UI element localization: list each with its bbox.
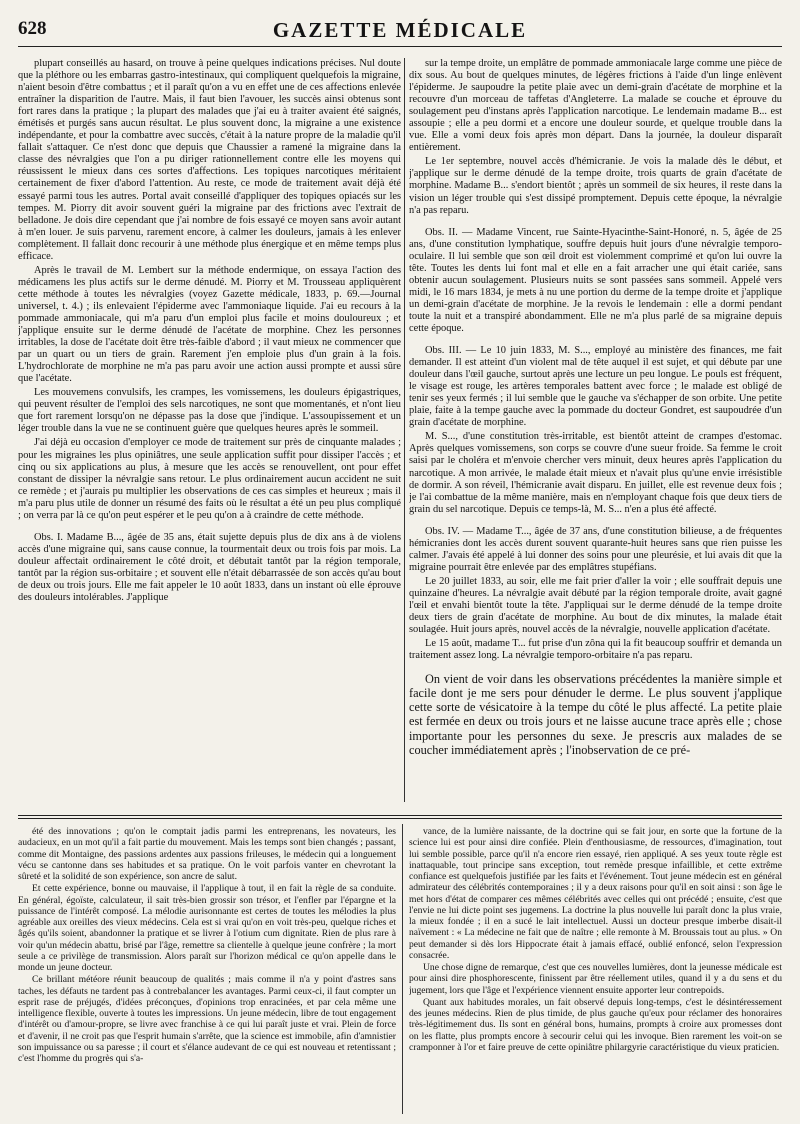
journal-title: GAZETTE MÉDICALE — [272, 18, 528, 42]
paragraph: plupart conseillés au hasard, on trouve à peine quelques indications précises. Nul doute que la pléthore ou les embarras gastro-intestinaux, qui compliquent quelquefois la migraine, n'aient besoin d'être combattus ; et il paraît qu'on a vu en effet une de ces affections enlevée entraîner la disparition de l'autre. Mais, il faut bien l'avouer, les succès ainsi obtenus sont fort rares dans la pratique ; la plupart des malades que j'ai eu à traiter avaient été saignés, émétisés et purgés sans aucun résultat. Le plus souvent donc, la migraine a une existence indépendante, et pour la combattre avec succès, c'était à la nature propre de la maladie qu'il fallait s'attaquer. Ce n'est donc que depuis que Chaussier a ramené la migraine dans la classe des névralgies que l'on a pu diriger rationnellement contre elle les moyens qui réussissent le mieux dans ces sortes d'affections. Les topiques narcotiques méritaient certainement de fixer d'abord l'attention. Au reste, ce mode de traitement avait déjà été essayé parmi tous les autres. Portal avait conseillé d'appliquer des topiques opiacés sur les tempes. M. Piorry dit avoir souvent guéri la migraine par des frictions avec l'extrait de belladone. Je dois dire cependant que j'ai nombre de fois essayé ce moyen sans avoir autant à m'en louer. Je suis parvenu, rarement encore, à calmer les douleurs, jamais à les enlever complètement. Il fallait donc recourir à une méthode plus énergique et en même temps plus efficace. — [18, 58, 401, 262]
header-rule — [18, 46, 782, 47]
feuilleton-rule — [18, 818, 782, 819]
paragraph: Et cette expérience, bonne ou mauvaise, il l'applique à tout, il en fait la règle de sa conduite. En général, égoïste, calculateur, il sait très-bien grossir son trésor, et l'enfler par l'épargne et la puissance de l'intérêt composé. La mélodie aurisonnante est certes de toutes les mélodies la plus agréable aux oreilles des vieux médecins. Cela est si vrai qu'on en voit très-peu, quelque riches et âgés qu'ils soient, abandonner la pratique et se livrer à l'otium cum dignitate. Rien de plus rare à voir qu'un médecin abattu, brisé par l'âge, remettre sa clientelle à quelque jeune confrère ; la mort seule a ce privilège de transmission. Alors paraît sur l'horizon médical ce qu'on appelle dans le monde un jeune docteur. — [18, 883, 396, 973]
observation-4: Obs. IV. — Madame T..., âgée de 37 ans, d'une constitution bilieuse, a de fréquentes hémicranies dont les accès durent souvent quarante-huit heures sans que rien puisse les calmer. J'avais été appelé à lui donner des soins pour une pleurésie, et lui avais dit que la migraine pourrait être enlevée par des emplâtres stupéfians. — [409, 525, 782, 573]
observation-1-start: Obs. I. Madame B..., âgée de 35 ans, était sujette depuis plus de dix ans à de violens accès d'une migraine qui, sans cause connue, la tourmentait deux ou trois fois par mois. La douleur affectait ordinairement le côté droit, et débutait tantôt par la région temporale, tantôt par la région sus-orbitaire ; et souvent elle n'était débarrassée de son accès qu'au bout de deux ou trois jours. Elle me fait appeler le 10 août 1833, dans un instant où elle éprouve des douleurs intolérables. J'applique — [18, 531, 401, 604]
column-rule — [404, 58, 405, 802]
paragraph: Le 1er septembre, nouvel accès d'hémicranie. Je vois la malade dès le début, et j'applique sur le derme dénudé de la tempe droite, trois quarts de grain d'acétate de morphine. Madame B... s'endort bientôt ; après un sommeil de six heures, il reste dans la vision un léger trouble qui s'est dissipé promptement. Depuis cette époque, la névralgie n'a pas reparu. — [409, 156, 782, 216]
page-number: 628 — [18, 18, 47, 39]
paragraph: J'ai déjà eu occasion d'employer ce mode de traitement sur près de cinquante malades ; pour les migraines les plus opiniâtres, une seule application suffit pour dissiper l'accès ; et cinq ou six applications au plus, à mesure que les accès se renouvellent, ont pour effet constant de dissiper la névralgie sans retour. Le plus ordinairement aucun accident ne suit ce remède ; et j'aurais pu multiplier les observations de ces cas simples et heureux ; mais il m'a paru plus utile de donner un résumé des faits où le résultat a été un peu plus compliqué ; on verra par là ce qu'on peut espérer et le peu qu'on a à craindre de cette méthode. — [18, 437, 401, 521]
feuilleton-rule — [18, 815, 782, 816]
page-header — [18, 18, 782, 46]
paragraph: Le 15 août, madame T... fut prise d'un zôna qui la fit beaucoup souffrir et demanda un traitement assez long. La névralgie temporo-orbitaire n'a pas reparu. — [409, 638, 782, 662]
feuilleton-left-column — [18, 826, 396, 1116]
conclusion-paragraph: On vient de voir dans les observations précédentes la manière simple et facile dont je me sers pour dénuder le derme. Le plus souvent j'applique cette sorte de vésicatoire à la tempe du côté le plus affecté. La petite plaie est fermée en deux ou trois jours et ne laisse aucune trace après elle ; chose importante pour les personnes du sexe. Je prescris aux malades de se coucher immédiatement après ; l'inobservation de ce pré- — [409, 672, 782, 757]
right-column — [409, 58, 782, 804]
observation-2: Obs. II. — Madame Vincent, rue Sainte-Hyacinthe-Saint-Honoré, n. 5, âgée de 25 ans, d'une constitution lymphatique, souffre depuis huit jours d'une névralgie temporo-oculaire. Il lui semble que son œil droit est violemment comprimé et qu'on lui ouvre la tête. Toutes les dents lui font mal et elle en a fait arracher une qui était cariée, sans obtenir aucun soulagement. Plusieurs nuits se sont passées sans sommeil. Appelé vers midi, le 16 mars 1834, je mets à nu une portion du derme de la tempe droite et j'applique un demi-grain d'acétate de morphine. Je la revois le lendemain : elle a dormi pendant toute la nuit et a transpiré abondamment. Elle ne m'a plus parlé de sa migraine depuis cette époque. — [409, 226, 782, 334]
observation-3: Obs. III. — Le 10 juin 1833, M. S..., employé au ministère des finances, me fait demander. Il est atteint d'un violent mal de tête auquel il est sujet, et qui débute par une douleur dans l'œil gauche, surtout après une lecture un peu longue. Le pouls est fréquent, le visage est rouge, les artères temporales battent avec force ; le malade est obligé de tenir ses yeux fermés ; il lui semble que le gauche va s'échapper de son orbite. Une petite plaie, faite à la tempe gauche avec la pommade du docteur Gondret, est saupoudrée d'un grain d'acétate de morphine. — [409, 345, 782, 429]
feuilleton-column-rule — [402, 824, 403, 1114]
paragraph: Après le travail de M. Lembert sur la méthode endermique, on essaya l'action des médicamens les plus actifs sur le derme dénudé. M. Piorry et M. Trousseau appliquèrent cette méthode à toutes les névralgies (voyez Gazette médicale, 1833, p. 69.—Journal universel, t. 4.) ; ils enlevaient l'épiderme avec l'ammoniaque liquide. J'ai eu recours à la pommade ammoniacale, qui m'a paru d'un emploi plus facile et moins douloureux ; et j'applique ensuite sur le derme dénudé de l'acétate de morphine. Chez les personnes irritables, la dose de l'acétate doit être très-faible d'abord ; il vaut mieux ne commencer que par un quart ou un tiers de grain. Rarement j'en emploie plus d'un grain à la fois. L'hydrochlorate de morphine ne m'a pas paru avoir une action aussi prompte et aussi sûre que l'acétate. — [18, 264, 401, 385]
paragraph: Quant aux habitudes morales, un fait observé depuis long-temps, c'est le désintéressement des jeunes médecins. Rien de plus timide, de plus gauche qu'eux pour réclamer des honoraires très-légitimement dus. Ils sont en général bons, humains, prompts à croire aux promesses dont on les flatte, plus prompts encore à secourir celui qui les invoque. Bien rarement les voit-on se cramponner à l'or et faire preuve de cette opiniâtre philargyrie caractéristique du vieux praticien. — [409, 996, 782, 1053]
feuilleton-right-column — [409, 826, 782, 1116]
paragraph: Ce brillant météore réunit beaucoup de qualités ; mais comme il n'a y point d'astres sans taches, les défauts ne tardent pas à contrebalancer les avantages. Parmi ceux-ci, il faut compter un esprit rase de préjugés, d'idées préconçues, d'opinions trop enracinées, et par cela même une intelligence flexible, ouverte à toutes les impressions. Un jeune médecin, libre de tout engagement d'intérêt ou d'amour-propre, se livre avec franchise à ce qui lui paraît juste et vrai. Plein de force et d'avenir, il ne croit pas que l'esprit humain s'arrête, que la science est immobile, afin d'amnistier son impuissance ou sa paresse ; il court et s'élance audevant de ce qui est nouveau et retentissant ; c'est l'homme du progrès qui s'a- — [18, 974, 396, 1064]
paragraph: Une chose digne de remarque, c'est que ces nouvelles lumières, dont la jeunesse médicale est pour ainsi dire phosphorescente, finissent par être réellement utiles, quand il y a du sens et du jugement, lors que l'âge et l'expérience viennent ensuite apporter leur contrepoids. — [409, 962, 782, 996]
paragraph: été des innovations ; qu'on le comptait jadis parmi les entreprenans, les novateurs, les audacieux, en un mot qu'il a fait partie du mouvement. Mais les temps sont bien changés ; passant, comme dit Montaigne, des passions ardentes aux passions frileuses, le médecin qui a longuement vécu se cantonne dans ses habitudes et sa pratique. On le voit parfois vanter en chevrotant la sûreté et la solidité de son expérience, son ancre de salut. — [18, 826, 396, 882]
paragraph: Le 20 juillet 1833, au soir, elle me fait prier d'aller la voir ; elle souffrait depuis une quinzaine d'heures. La névralgie avait débuté par la région temporale droite, avait gagné l'œil et envahi bientôt toute la tête. J'appliquai sur le derme dénudé de la tempe droite deux tiers de grain d'acétate de morphine. Au bout de dix minutes, la malade était soulagée. Huit jours après, nouvel accès de la névralgie, nouvelle application d'acétate. — [409, 575, 782, 636]
paragraph: vance, de la lumière naissante, de la doctrine qui se fait jour, en sorte que la fortune de la science lui est pour ainsi dire confiée. Plein d'enthousiasme, de ressources, d'imagination, tout lui semble possible, parce qu'il n'a encore rien essayé, rien appliqué. A ses yeux toute règle est inattaquable, tout principe sans exception, tout remède presque infaillible, et cette extrême confiance est quelquefois justifiée par les faits et l'événement. Tout jeune médecin est en général admirateur des célébrités contemporaines ; il y a deux raisons pour qu'il en soit ainsi : son âge le met hors d'état de comparer ces mêmes célébrités avec celles qui ont précédé ; ensuite, c'est que l'envie ne lui dicte point ses jugemens. La doctrine la plus nouvelle lui paraît donc la plus vraie, la mieux fondée ; il en a sucé le lait intellectuel. Aussi un docteur presque imberbe disait-il naïvement : « La médecine ne fait que de naître ; elle remonte à M. Broussais tout au plus. » On peut demander si dès lors Hippocrate était à jamais effacé, oublié enfoncé, selon l'expression consacrée. — [409, 826, 782, 961]
left-column — [18, 58, 401, 804]
paragraph: M. S..., d'une constitution très-irritable, est bientôt atteint de crampes d'estomac. Après quelques vomissemens, son corps se couvre d'une sueur froide. Sa femme le croit saisi par le choléra et m'envoie chercher vers minuit, deux heures après l'application du narcotique. A mon arrivée, le malade était mieux et n'avait plus qu'une envie irrésistible de dormir. A son réveil, l'hémicranie avait disparu. En juillet, elle est revenue deux fois ; je l'ai combattue de la même manière, mais en n'employant chaque fois que deux tiers de grain du sel narcotique. Depuis ce temps-là, M. S... n'en a plus été affecté. — [409, 431, 782, 515]
paragraph: Les mouvemens convulsifs, les crampes, les vomissemens, les douleurs épigastriques, qui peuvent résulter de l'emploi des sels narcotiques, ne sont que momentanés, et n'ont lieu que fort rarement lorsqu'on ne dépasse pas la dose que j'indique. L'assoupissement et un léger trouble dans la vue ne se continuent guère que quelques heures après le sommeil. — [18, 387, 401, 435]
paragraph: sur la tempe droite, un emplâtre de pommade ammoniacale large comme une pièce de dix sous. Au bout de quelques minutes, de légères frictions à l'aide d'un linge enlèvent l'épiderme. Je saupoudre la petite plaie avec un demi-grain d'acétate de morphine et la recouvre d'un morceau de taffetas d'Angleterre. La malade se couche et éprouve du soulagement peu d'instans après l'application narcotique. Le lendemain madame B... est assoupie ; elle a peu dormi et a encore une douleur sourde, et quelque trouble dans la vue. Elle a vomi deux fois après mon départ. Dans la journée, la douleur disparaît entièrement. — [409, 58, 782, 154]
